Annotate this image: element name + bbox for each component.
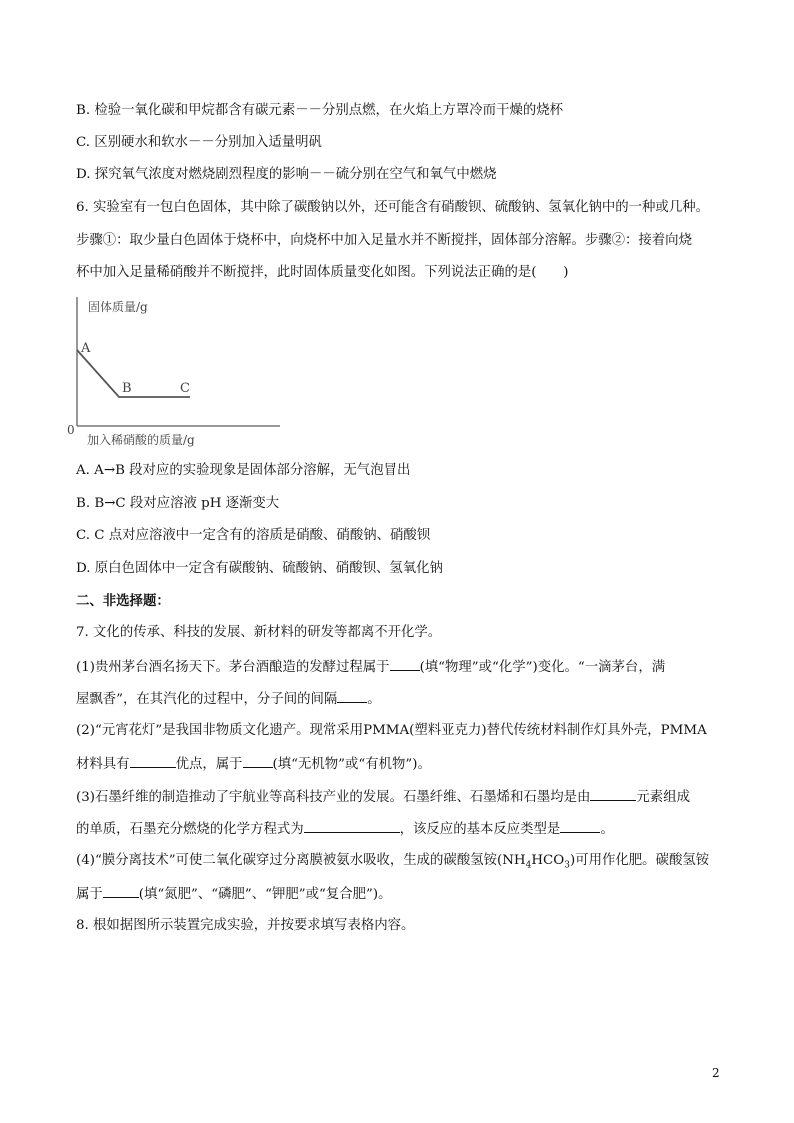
answer-blank[interactable] bbox=[304, 819, 400, 833]
question-7-4-line-2 bbox=[76, 884, 391, 904]
answer-blank[interactable] bbox=[390, 657, 420, 671]
point-c-label: C bbox=[180, 381, 190, 396]
text-segment: (1)贵州茅台酒名扬天下。茅台酒酿造的发酵过程属于 bbox=[76, 660, 390, 675]
text-segment: 。 bbox=[367, 692, 381, 707]
text-segment: 优点，属于 bbox=[175, 757, 243, 772]
solid-mass-graph bbox=[62, 293, 292, 451]
mass-curve bbox=[77, 350, 190, 397]
point-a-label: A bbox=[81, 341, 91, 356]
y-axis-label: 固体质量/g bbox=[88, 300, 148, 314]
question-7-3-line-1 bbox=[76, 787, 690, 807]
subscript: 4 bbox=[525, 860, 532, 871]
subscript: 3 bbox=[564, 860, 570, 871]
text-segment: (3)石墨纤维的制造推动了宇航业等高科技产业的发展。石墨纤维、石墨烯和石墨均是由 bbox=[76, 790, 591, 805]
question-6-line-3: 杯中加入足量稀硝酸并不断搅拌，此时固体质量变化如图。下列说法正确的是( ) bbox=[76, 265, 569, 280]
answer-blank[interactable] bbox=[243, 754, 273, 768]
text-segment: 属于 bbox=[76, 887, 103, 902]
answer-blank[interactable] bbox=[337, 689, 367, 703]
text-segment: 屋飘香”，在其汽化的过程中，分子间的间隔 bbox=[76, 692, 338, 707]
question-6-line-1: 6. 实验室有一包白色固体，其中除了碳酸钠以外，还可能含有硝酸钡、硫酸钠、氢氧化钠中的一种或几种。 bbox=[76, 200, 709, 215]
text-segment: 的单质，石墨充分燃烧的化学方程式为 bbox=[76, 822, 304, 837]
answer-blank[interactable] bbox=[590, 787, 636, 801]
option-d-q6: D. 原白色固体中一定含有碳酸钠、硫酸钠、硝酸钡、氢氧化钠 bbox=[76, 561, 443, 576]
option-d-q5: D. 探究氧气浓度对燃烧剧烈程度的影响－－硫分别在空气和氧气中燃烧 bbox=[76, 167, 497, 182]
question-6-line-2: 步骤①：取少量白色固体于烧杯中，向烧杯中加入足量水并不断搅拌，固体部分溶解。步骤②：接着向烧 bbox=[76, 233, 692, 248]
question-7-intro: 7. 文化的传承、科技的发展、新材料的研发等都离不开化学。 bbox=[76, 625, 442, 640]
question-7-2-line-2 bbox=[76, 754, 431, 774]
question-8: 8. 根如据图所示装置完成实验，并按要求填写表格内容。 bbox=[76, 918, 415, 933]
answer-blank[interactable] bbox=[560, 819, 600, 833]
question-7-1-line-2 bbox=[76, 689, 381, 709]
answer-blank[interactable] bbox=[130, 754, 176, 768]
text-segment: ，该反应的基本反应类型是 bbox=[399, 822, 561, 837]
answer-blank[interactable] bbox=[103, 884, 139, 898]
text-segment: 。 bbox=[600, 822, 614, 837]
text-segment: (填“氮肥”、“磷肥”、“钾肥”或“复合肥”)。 bbox=[138, 887, 392, 902]
option-b-q6: B. B→C 段对应溶液 pH 逐渐变大 bbox=[76, 496, 280, 511]
page-number: 2 bbox=[712, 1066, 720, 1080]
question-7-2-line-1: (2)“元宵花灯”是我国非物质文化遗产。现常采用PMMA(塑料亚克力)替代传统材料制作灯具外壳，PMMA bbox=[76, 723, 707, 738]
option-a-q6: A. A→B 段对应的实验现象是固体部分溶解，无气泡冒出 bbox=[76, 463, 411, 478]
text-segment: )可用作化肥。碳酸氢铵 bbox=[569, 853, 710, 868]
text-segment: HCO bbox=[531, 853, 565, 868]
text-segment: 元素组成 bbox=[636, 790, 690, 805]
question-7-1-line-1 bbox=[76, 657, 665, 677]
question-7-3-line-2 bbox=[76, 819, 614, 839]
option-c-q6: C. C 点对应溶液中一定含有的溶质是硝酸、硝酸钠、硝酸钡 bbox=[76, 528, 431, 543]
text-segment: 材料具有 bbox=[76, 757, 130, 772]
option-b-q5: B. 检验一氧化碳和甲烷都含有碳元素－－分别点燃，在火焰上方罩冷而干燥的烧杯 bbox=[76, 103, 564, 118]
text-segment: (填“物理”或“化学”)变化。“一滴茅台，满 bbox=[419, 660, 666, 675]
text-segment: (填“无机物”或“有机物”)。 bbox=[272, 757, 431, 772]
option-c-q5: C. 区别硬水和软水－－分别加入适量明矾 bbox=[76, 135, 322, 150]
origin-label: 0 bbox=[67, 423, 75, 437]
point-b-label: B bbox=[122, 381, 132, 396]
text-segment: (4)“膜分离技术”可使二氧化碳穿过分离膜被氨水吸收，生成的碳酸氢铵(NH bbox=[76, 853, 526, 868]
x-axis-label: 加入稀硝酸的质量/g bbox=[87, 433, 195, 447]
section-heading: 二、非选择题： bbox=[76, 593, 170, 609]
question-7-4-line-1 bbox=[76, 852, 709, 875]
